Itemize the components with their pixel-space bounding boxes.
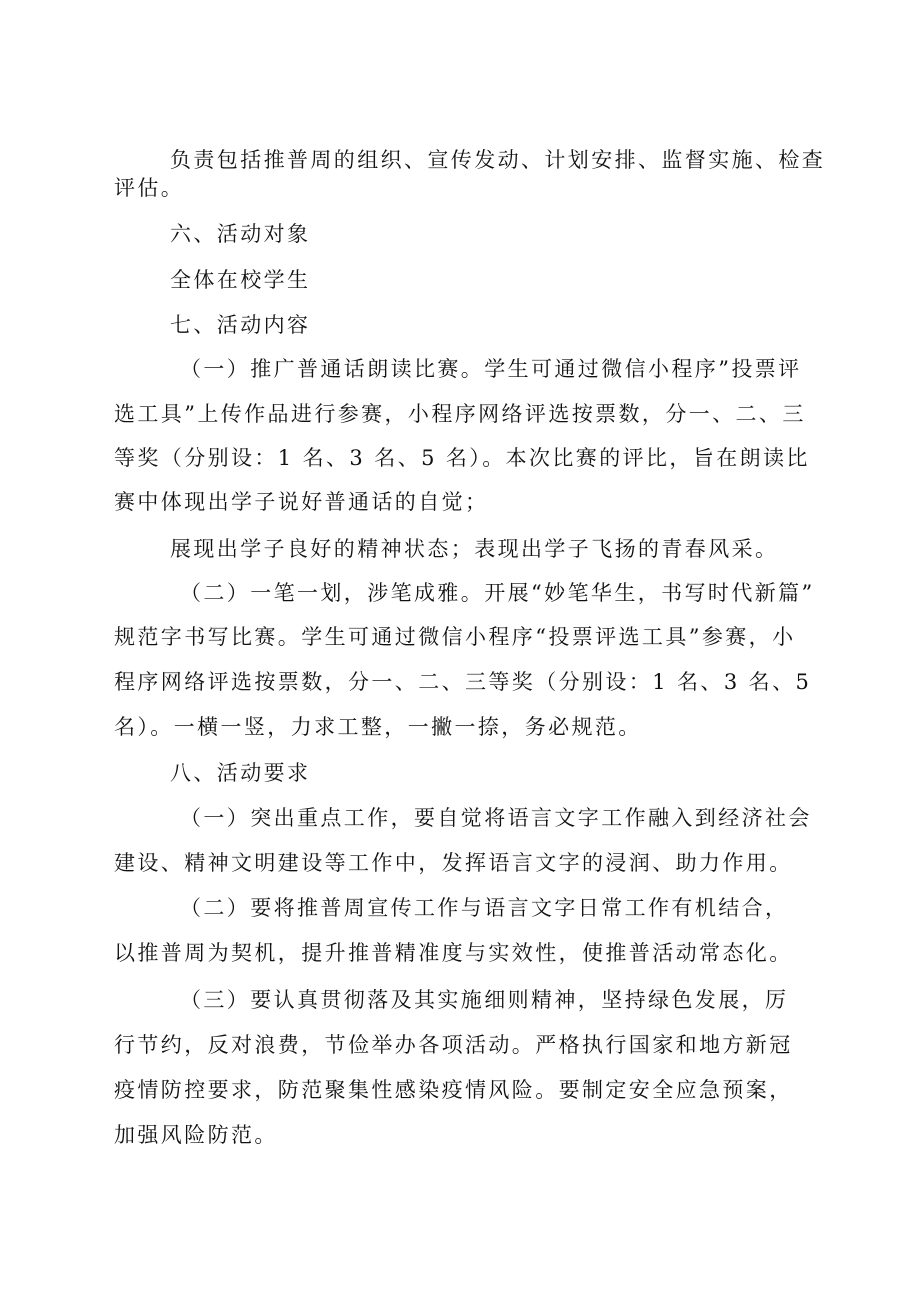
text-line: 评估。 (114, 176, 185, 200)
text-line: 赛中体现出学子说好普通话的自觉； (114, 490, 489, 514)
text-line: 等奖（分别设：1 名、3 名、5 名）。本次比赛的评比，旨在朗读比 (114, 446, 810, 470)
text-line: 程序网络评选按票数，分一、二、三等奖（分别设：1 名、3 名、5 (114, 670, 812, 694)
text-line: 展现出学子良好的精神状态；表现出学子飞扬的青春风采。 (170, 537, 779, 561)
section-heading: 八、活动要求 (170, 761, 311, 785)
text-line: 加强风险防范。 (114, 1123, 278, 1147)
section-heading: 六、活动对象 (170, 222, 311, 246)
text-line: 疫情防控要求，防范聚集性感染疫情风险。要制定安全应急预案， (114, 1078, 793, 1102)
text-line: （二）一笔一划，涉笔成雅。开展“妙笔华生，书写时代新篇” (180, 581, 815, 605)
text-line: 选工具”上传作品进行参赛，小程序网络评选按票数，分一、二、三 (114, 402, 806, 426)
text-line: 负责包括推普周的组织、宣传发动、计划安排、监督实施、检查 (170, 148, 826, 172)
text-line: （三）要认真贯彻落及其实施细则精神，坚持绿色发展，厉 (180, 988, 789, 1012)
text-line: 全体在校学生 (170, 268, 311, 292)
text-line: （一）推广普通话朗读比赛。学生可通过微信小程序”投票评 (180, 357, 802, 381)
text-line: （二）要将推普周宣传工作与语言文字日常工作有机结合， (180, 896, 789, 920)
text-line: 名）。一横一竖，力求工整，一撇一捺，务必规范。 (114, 715, 642, 739)
text-line: 建设、精神文明建设等工作中，发挥语言文字的浸润、助力作用。 (114, 851, 793, 875)
text-line: 规范字书写比赛。学生可通过微信小程序“投票评选工具”参赛，小 (114, 625, 796, 649)
text-line: （一）突出重点工作，要自觉将语言文字工作融入到经济社会 (180, 806, 812, 830)
text-line: 以推普周为契机，提升推普精准度与实效性，使推普活动常态化。 (114, 941, 793, 965)
section-heading: 七、活动内容 (170, 313, 311, 337)
text-line: 行节约，反对浪费，节俭举办各项活动。严格执行国家和地方新冠 (114, 1033, 793, 1057)
